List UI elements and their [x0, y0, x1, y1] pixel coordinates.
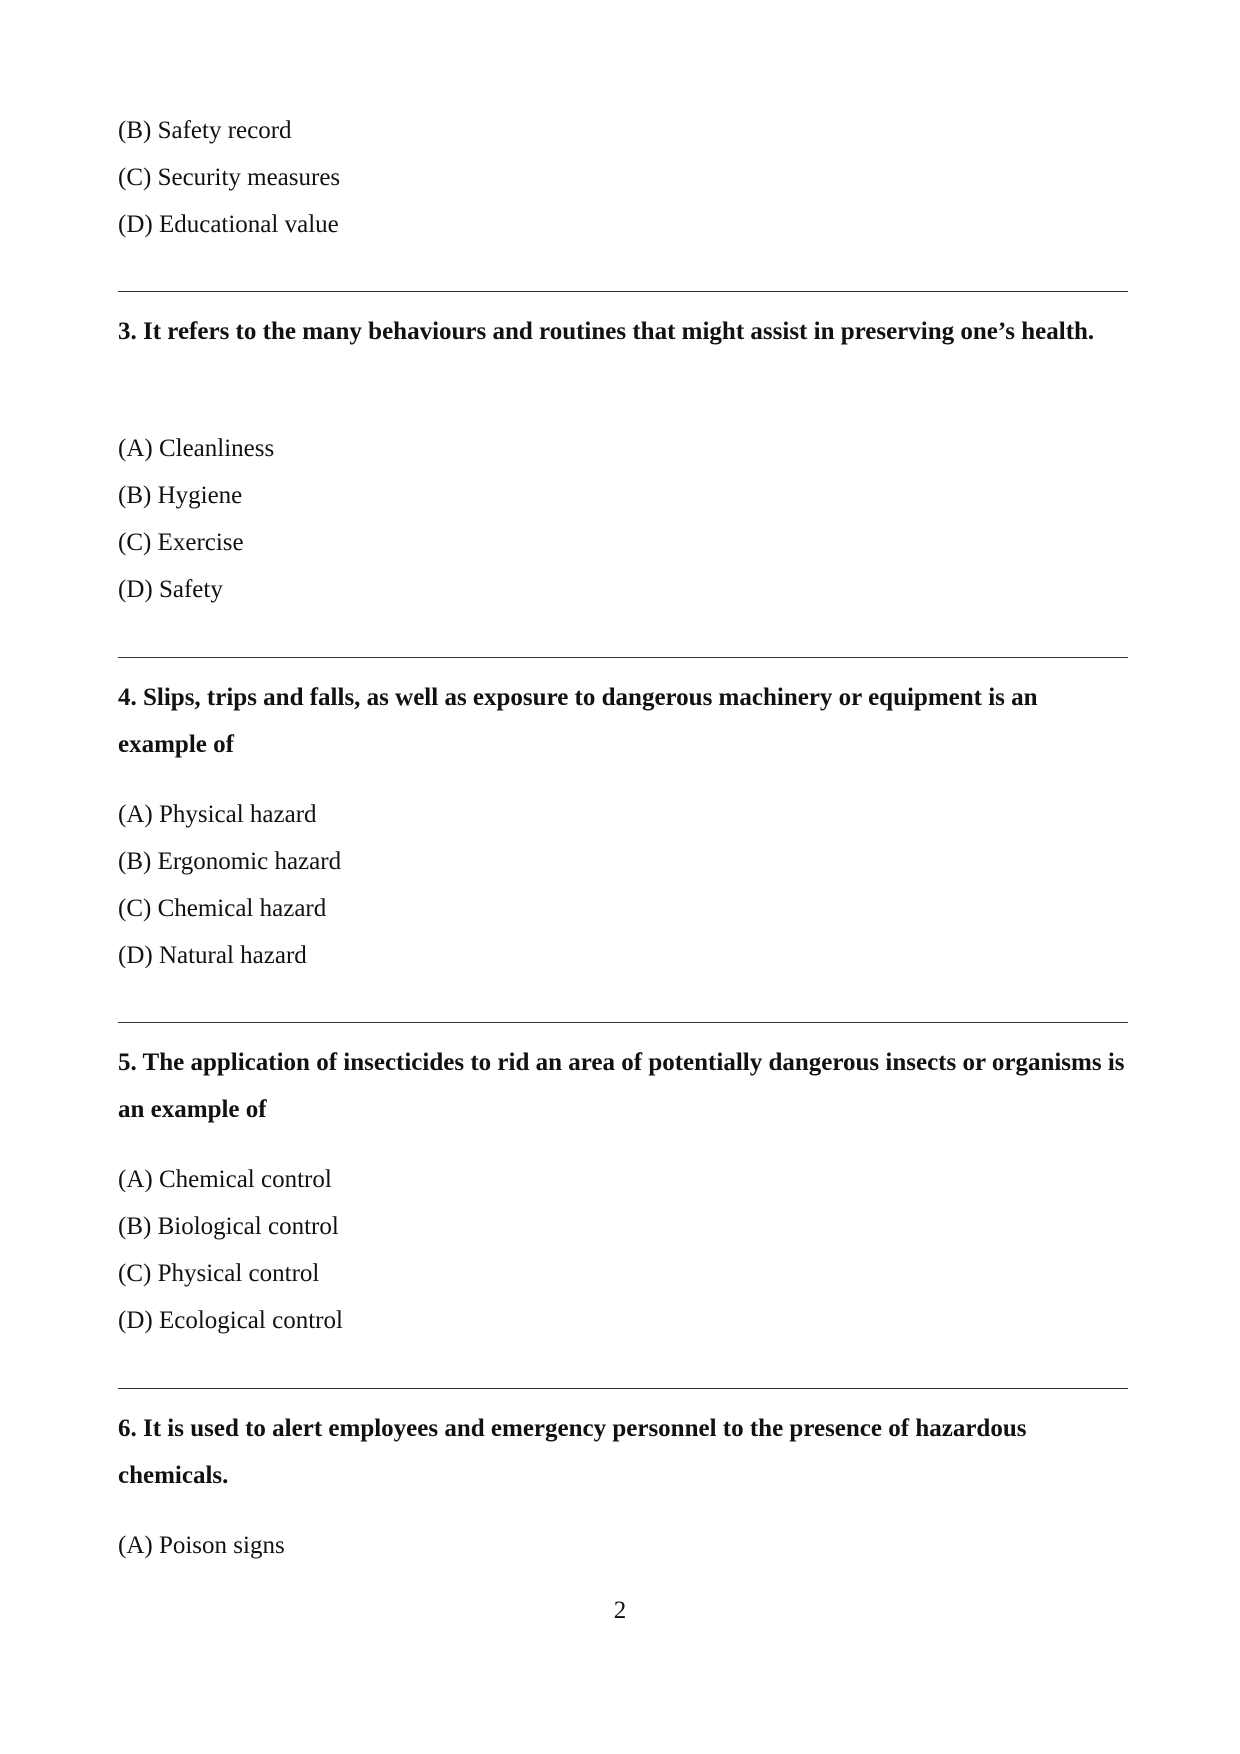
divider	[118, 1388, 1128, 1389]
q6-option-a: (A) Poison signs	[118, 1532, 285, 1559]
q3-option-c: (C) Exercise	[118, 529, 244, 556]
q4-option-b: (B) Ergonomic hazard	[118, 848, 342, 875]
q5-option-a: (A) Chemical control	[118, 1166, 332, 1193]
q3-option-d: (D) Safety	[118, 576, 223, 603]
q3-option-b: (B) Hygiene	[118, 482, 243, 509]
q5-option-d: (D) Ecological control	[118, 1307, 343, 1334]
q2-option-c: (C) Security measures	[118, 164, 341, 191]
q5-question: 5. The application of insecticides to rid an area of potentially dangerous insects or organisms is an example of	[118, 1049, 1125, 1123]
q4-option-d: (D) Natural hazard	[118, 942, 307, 969]
q2-option-d: (D) Educational value	[118, 211, 339, 238]
q4-option-c: (C) Chemical hazard	[118, 895, 327, 922]
q5-option-c: (C) Physical control	[118, 1260, 320, 1287]
q4-option-a: (A) Physical hazard	[118, 801, 317, 828]
page-number: 2	[613, 1597, 627, 1624]
q5-option-b: (B) Biological control	[118, 1213, 339, 1240]
divider	[118, 1022, 1128, 1023]
divider	[118, 657, 1128, 658]
q3-question: 3. It refers to the many behaviours and routines that might assist in preserving one’s health.	[118, 318, 1095, 345]
q2-option-b: (B) Safety record	[118, 117, 292, 144]
divider	[118, 291, 1128, 292]
q3-option-a: (A) Cleanliness	[118, 435, 275, 462]
q4-question: 4. Slips, trips and falls, as well as exposure to dangerous machinery or equipment is an example of	[118, 684, 1038, 758]
q6-question: 6. It is used to alert employees and emergency personnel to the presence of hazardous chemicals.	[118, 1415, 1027, 1489]
